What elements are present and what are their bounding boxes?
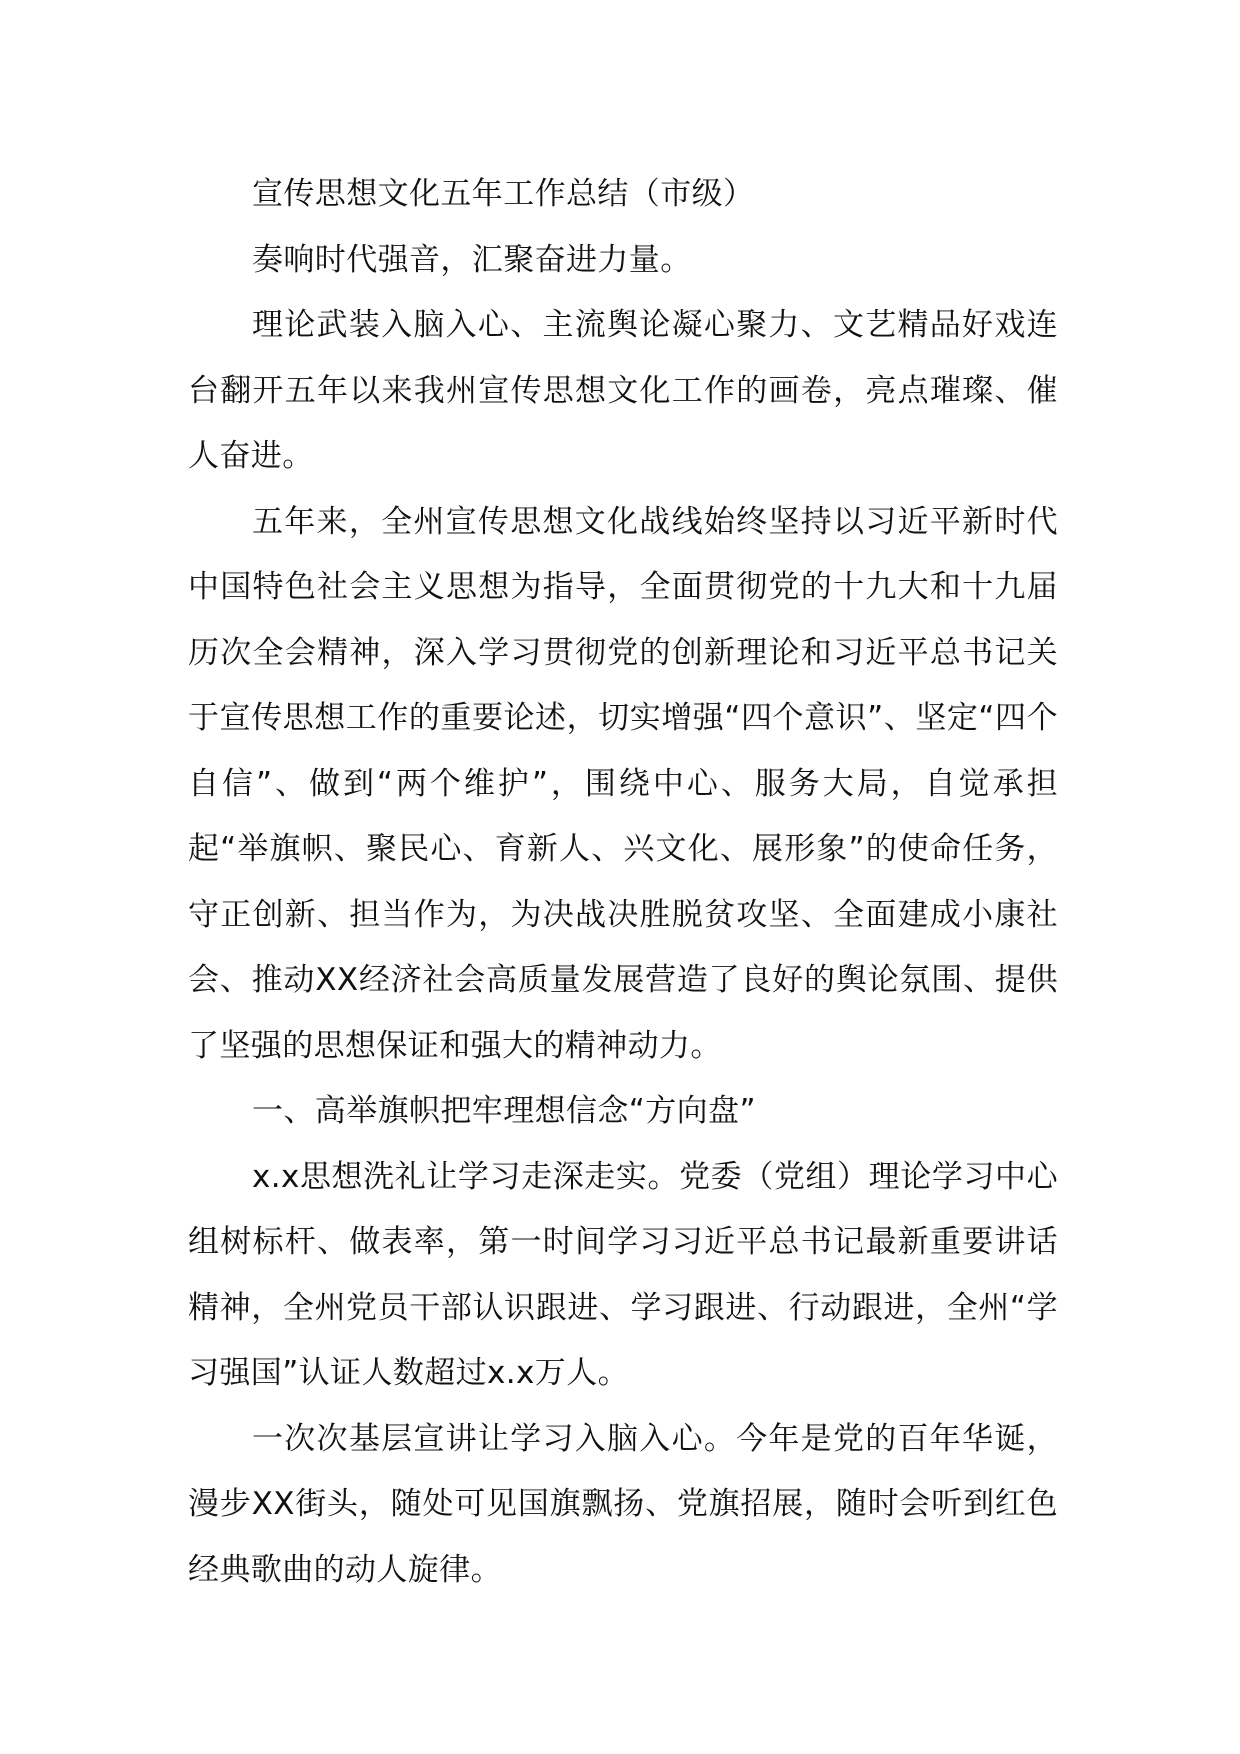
overview-paragraph: 五年来，全州宣传思想文化战线始终坚持以习近平新时代中国特色社会主义思想为指导，全面贯彻党的十九大和十九届历次全会精神，深入学习贯彻党的创新理论和习近平总书记关于宣传思想工作的重要论述，切实增强“四个意识”、坚定“四个自信”、做到“两个维护”，围绕中心、服务大局，自觉承担起“举旗帜、聚民心、育新人、兴文化、展形象”的使命任务，守正创新、担当作为，为决战决胜脱贫攻坚、全面建成小康社会、推动XX经济社会高质量发展营造了良好的舆论氛围、提供了坚强的思想保证和强大的精神动力。 [188, 503, 1058, 1064]
section-heading: 一、高举旗帜把牢理想信念“方向盘” [252, 1093, 756, 1129]
document-body [188, 162, 1058, 1603]
document-subtitle: 奏响时代强音，汇聚奋进力量。 [252, 241, 692, 278]
section-paragraph: 一次次基层宣讲让学习入脑入心。今年是党的百年华诞，漫步XX街头，随处可见国旗飘扬、党旗招展，随时会听到红色经典歌曲的动人旋律。 [188, 1420, 1058, 1588]
section-paragraph: x.x思想洗礼让学习走深走实。党委（党组）理论学习中心组树标杆、做表率，第一时间学习习近平总书记最新重要讲话精神，全州党员干部认识跟进、学习跟进、行动跟进，全州“学习强国”认证人数超过x.x万人。 [188, 1158, 1058, 1391]
intro-paragraph: 理论武装入脑入心、主流舆论凝心聚力、文艺精品好戏连台翻开五年以来我州宣传思想文化工作的画卷，亮点璀璨、催人奋进。 [188, 307, 1058, 474]
document-title: 宣传思想文化五年工作总结（市级） [252, 176, 755, 212]
